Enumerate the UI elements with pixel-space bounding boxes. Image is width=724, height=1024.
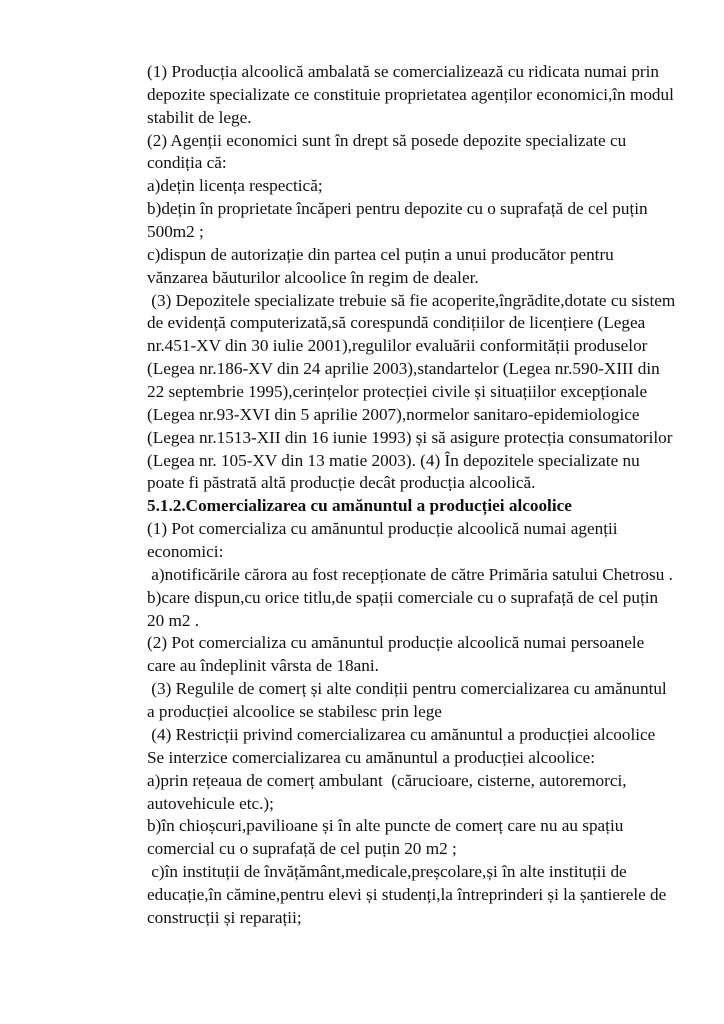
paragraph-1-line-1: (1) Producția alcoolică ambalată se comercializează cu ridicata numai prin	[147, 62, 660, 81]
retail-list-item-b-line-2: 20 m2 .	[147, 610, 200, 630]
paragraph-3-line-9: poate fi păstrată altă producție decât producția alcoolică.	[147, 473, 536, 493]
paragraph-2-line-2: condiția că:	[147, 153, 227, 173]
list-item-c-line-2: vănzarea băuturilor alcoolice în regim de dealer.	[147, 267, 479, 287]
retail-list-item-b-line-1: b)care dispun,cu orice titlu,de spații comerciale cu o suprafață de cel puțin	[147, 587, 659, 607]
retail-paragraph-1-line-2: economici:	[147, 542, 224, 562]
paragraph-3-line-6: (Legea nr.93-XVI din 5 aprilie 2007),normelor sanitaro-epidemiologice	[147, 404, 640, 424]
retail-paragraph-4-heading: (4) Restricții privind comercializarea cu amănuntul a producției alcoolice	[147, 724, 656, 744]
restriction-b-line-1: b)în chioșcuri,pavilioane și în alte puncte de comerț care nu au spațiu	[147, 816, 624, 836]
restrictions-intro: Se interzice comercializarea cu amănuntul a producției alcoolice:	[147, 747, 596, 767]
paragraph-1-line-3: stabilit de lege.	[147, 107, 252, 127]
retail-list-item-a: a)notificările cărora au fost recepționate de către Primăria satului Chetrosu .	[147, 564, 673, 584]
list-item-a: a)dețin licența respectică;	[147, 176, 323, 196]
paragraph-3-line-5: 22 septembrie 1995),cerințelor protecției civile și situațiilor excepționale	[147, 382, 648, 402]
restriction-c-line-3: construcții și reparații;	[147, 907, 302, 927]
paragraph-3-line-1: (3) Depozitele specializate trebuie să fie acoperite,îngrădite,dotate cu sistem	[147, 290, 676, 310]
retail-paragraph-2-line-2: care au îndeplinit vârsta de 18ani.	[147, 656, 379, 676]
retail-paragraph-3-line-1: (3) Regulile de comerț și alte condiții pentru comercializarea cu amănuntul	[147, 679, 667, 699]
paragraph-1-line-2: depozite specializate ce constituie proprietatea agenților economici,în modul	[147, 84, 674, 104]
restriction-a-line-2: autovehicule etc.);	[147, 793, 274, 813]
paragraph-2-line-1: (2) Agenții economici sunt în drept să posede depozite specializate cu	[147, 130, 627, 150]
restriction-b-line-2: comercial cu o suprafață de cel puțin 20 m2 ;	[147, 839, 457, 859]
restriction-a-line-1: a)prin rețeaua de comerț ambulant (cărucioare, cisterne, autoremorci,	[147, 770, 627, 790]
retail-paragraph-2-line-1: (2) Pot comercializa cu amănuntul producție alcoolică numai persoanele	[147, 633, 645, 653]
paragraph-3-line-3: nr.451-XV din 30 iulie 2001),regulilor evaluării conformității produselor	[147, 336, 648, 356]
retail-paragraph-3-line-2: a producției alcoolice se stabilesc prin lege	[147, 702, 442, 722]
paragraph-3-line-2: de evidență computerizată,să corespundă condițiilor de licențiere (Legea	[147, 313, 646, 333]
section-heading: 5.1.2.Comercializarea cu amănuntul a producției alcoolice	[147, 496, 572, 516]
document-page	[147, 61, 707, 930]
paragraph-3-line-8: (Legea nr. 105-XV din 13 matie 2003). (4) În depozitele specializate nu	[147, 450, 640, 470]
paragraph-3-line-7: (Legea nr.1513-XII din 16 iunie 1993) și să asigure protecția consumatorilor	[147, 427, 673, 447]
list-item-b-line-2: 500m2 ;	[147, 222, 204, 242]
list-item-b-line-1: b)dețin în proprietate încăperi pentru depozite cu o suprafață de cel puțin	[147, 199, 648, 219]
restriction-c-line-2: educație,în cămine,pentru elevi și studenți,la întreprinderi și la șantierele de	[147, 884, 667, 904]
restriction-c-line-1: c)în instituții de învățământ,medicale,preșcolare,și în alte instituții de	[147, 862, 627, 882]
retail-paragraph-1-line-1: (1) Pot comercializa cu amănuntul producție alcoolică numai agenții	[147, 519, 618, 539]
paragraph-3-line-4: (Legea nr.186-XV din 24 aprilie 2003),standartelor (Legea nr.590-XIII din	[147, 359, 660, 379]
list-item-c-line-1: c)dispun de autorizație din partea cel puțin a unui producător pentru	[147, 244, 614, 264]
